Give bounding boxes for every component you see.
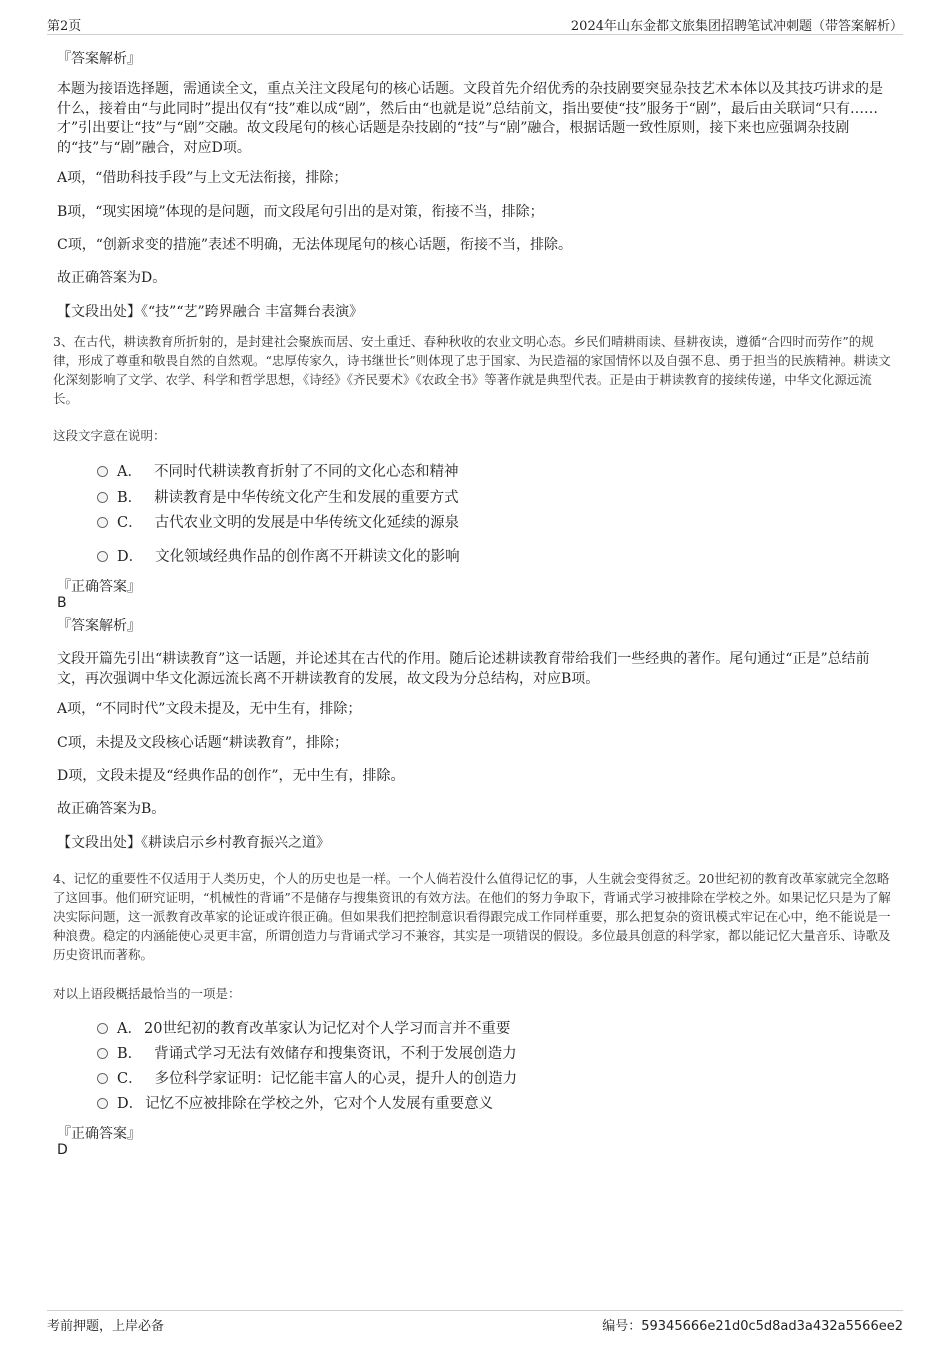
document-title: 2024年山东金都文旅集团招聘笔试冲刺题（带答案解析） xyxy=(570,19,903,34)
radio-icon[interactable] xyxy=(97,551,108,562)
q3-option-d[interactable]: D． 文化领域经典作品的创作离不开耕读文化的影响 xyxy=(97,547,460,567)
q3-elimination-d: D项，文段未提及“经典作品的创作”，无中生有，排除。 xyxy=(57,768,405,784)
q3-option-b[interactable]: B． 耕读教育是中华传统文化产生和发展的重要方式 xyxy=(97,488,459,508)
q3-question: 这段文字意在说明： xyxy=(53,428,166,443)
radio-icon[interactable] xyxy=(97,1098,108,1109)
q4-option-c[interactable]: C． 多位科学家证明：记忆能丰富人的心灵，提升人的创造力 xyxy=(97,1069,517,1089)
q3-analysis-text: 文段开篇先引出“耕读教育”这一话题，并论述其在古代的作用。随后论述耕读教育带给我们一些经典的著作。尾句通过“正是”总结前文，再次强调中华文化源远流长离不开耕读教育的发展，故文段为分总结构，对应B项。 xyxy=(57,651,870,687)
q3-analysis-label: 『答案解析』 xyxy=(57,618,141,634)
q3-option-c[interactable]: C． 古代农业文明的发展是中华传统文化延续的源泉 xyxy=(97,513,459,533)
radio-icon[interactable] xyxy=(97,466,108,477)
page-number: 第2页 xyxy=(47,19,82,34)
q4-option-a[interactable]: A． 20世纪初的教育改革家认为记忆对个人学习而言并不重要 xyxy=(97,1019,510,1039)
q2-analysis-text: 本题为接语选择题，需通读全文，重点关注文段尾句的核心话题。文段首先介绍优秀的杂技剧要突显杂技艺术本体以及其技巧讲求的是什么，接着由“与此同时”提出仅有“技”难以成“剧”，然后由“也就是说”总结前文，指出要使“技”服务于“剧”，最后由关联词“只有……才”引出要让“技”与“剧”交融。故文段尾句的核心话题是杂技剧的“技”与“剧”融合，根据话题一致性原则，接下来也应强调杂技剧的“技”与“剧”融合，对应D项。 xyxy=(57,81,883,156)
page-header xyxy=(47,12,903,35)
radio-icon[interactable] xyxy=(97,1073,108,1084)
q2-elimination-a: A项，“借助科技手段”与上文无法衔接，排除； xyxy=(57,170,348,186)
q4-question: 对以上语段概括最恰当的一项是： xyxy=(53,986,241,1001)
q4-answer-label: 『正确答案』 xyxy=(57,1126,141,1142)
q3-answer-label: 『正确答案』 xyxy=(57,579,141,595)
q2-elimination-c: C项，“创新求变的措施”表述不明确，无法体现尾句的核心话题，衔接不当，排除。 xyxy=(57,237,573,253)
q3-stem: 3、在古代，耕读教育所折射的，是封建社会聚族而居、安土重迁、春种秋收的农业文明心态。乡民们晴耕雨读、昼耕夜读，遵循“合四时而劳作”的规律，形成了尊重和敬畏自然的自然观。“忠厚传家久，诗书继世长”则体现了忠于国家、为民造福的家国情怀以及自强不息、勇于担当的民族精神。耕读文化深刻影响了文学、农学、科学和哲学思想，《诗经》《齐民要术》《农政全书》等著作就是典型代表。正是由于耕读教育的接续传递，中华文化源远流长。 xyxy=(53,334,891,406)
q4-option-d[interactable]: D． 记忆不应被排除在学校之外，它对个人发展有重要意义 xyxy=(97,1094,493,1114)
q4-option-b[interactable]: B． 背诵式学习无法有效储存和搜集资讯，不利于发展创造力 xyxy=(97,1044,517,1064)
q2-conclusion: 故正确答案为D。 xyxy=(57,270,167,286)
footer-slogan: 考前押题，上岸必备 xyxy=(47,1319,165,1334)
page-footer xyxy=(47,1310,903,1341)
q4-answer: D xyxy=(57,1142,68,1158)
q3-answer: B xyxy=(57,595,67,611)
radio-icon[interactable] xyxy=(97,1023,108,1034)
q2-source: 【文段出处】《“技”“艺”跨界融合 丰富舞台表演》 xyxy=(57,304,364,320)
radio-icon[interactable] xyxy=(97,492,108,503)
q3-elimination-c: C项，未提及文段核心话题“耕读教育”，排除； xyxy=(57,735,349,751)
radio-icon[interactable] xyxy=(97,517,108,528)
q3-elimination-a: A项，“不同时代”文段未提及，无中生有，排除； xyxy=(57,701,362,717)
q2-analysis-label: 『答案解析』 xyxy=(57,51,141,67)
q4-stem: 4、记忆的重要性不仅适用于人类历史，个人的历史也是一样。一个人倘若没什么值得记忆的事，人生就会变得贫乏。20世纪初的教育改革家就完全忽略了这回事。他们研究证明，“机械性的背诵”不是储存与搜集资讯的有效方法。在他们的努力争取下，背诵式学习被排除在学校之外。如果记忆只是为了解决实际问题，这一派教育改革家的论证或许很正确。但如果我们把控制意识看得跟完成工作同样重要，那么把复杂的资讯模式牢记在心中，绝不能说是一种浪费。稳定的内涵能使心灵更丰富，所谓创造力与背诵式学习不兼容，其实是一项错误的假设。多位最具创意的科学家，都以能记忆大量音乐、诗歌及历史资讯而著称。 xyxy=(53,871,891,962)
radio-icon[interactable] xyxy=(97,1048,108,1059)
q3-source: 【文段出处】《耕读启示乡村教育振兴之道》 xyxy=(57,835,330,851)
footer-serial: 编号：59345666e21d0c5d8ad3a432a5566ee2 xyxy=(602,1319,903,1334)
q3-option-a[interactable]: A． 不同时代耕读教育折射了不同的文化心态和精神 xyxy=(97,462,458,482)
q2-elimination-b: B项，“现实困境”体现的是问题，而文段尾句引出的是对策，衔接不当，排除； xyxy=(57,204,544,220)
q3-conclusion: 故正确答案为B。 xyxy=(57,801,166,817)
